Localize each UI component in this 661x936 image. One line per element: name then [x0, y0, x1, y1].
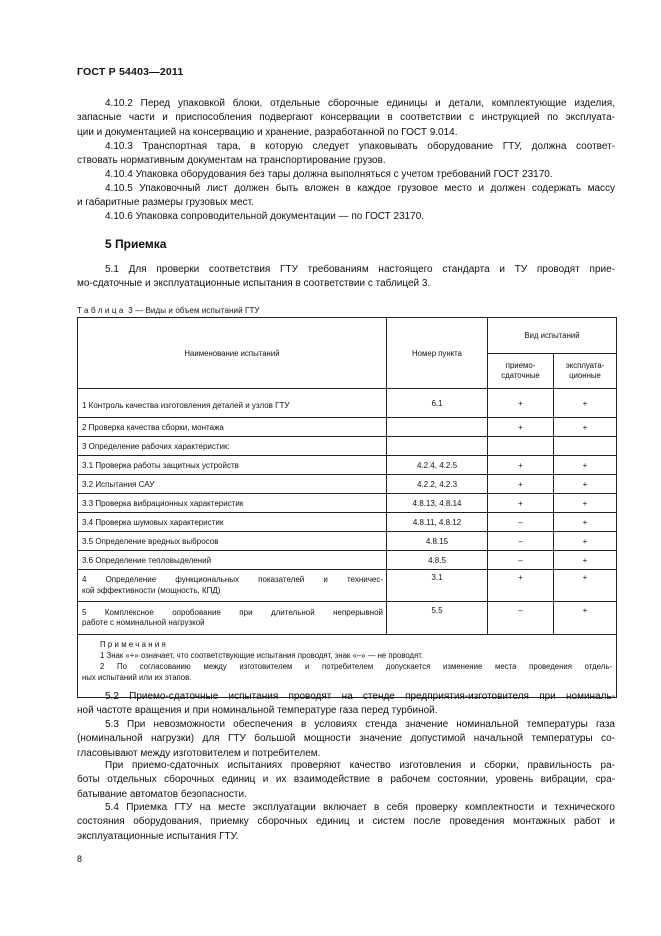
row-operational	[554, 437, 617, 456]
row-acceptance: +	[488, 570, 554, 602]
row-acceptance: –	[488, 551, 554, 570]
table-caption-word: Таблица	[77, 306, 126, 315]
table-row	[78, 513, 617, 532]
paragraph-4-10-2	[77, 97, 615, 140]
table-row	[78, 389, 617, 418]
row-operational: +	[554, 389, 617, 418]
row-name: 3.5 Определение вредных выбросов	[78, 532, 387, 551]
row-acceptance: +	[488, 456, 554, 475]
row-number: 5.5	[387, 602, 488, 635]
row-acceptance: +	[488, 389, 554, 418]
page-number: 8	[77, 854, 83, 864]
table-row	[78, 437, 617, 456]
note-2-line: ных испытаний или их этапов.	[82, 673, 192, 682]
table-row	[78, 418, 617, 437]
text-line: 5.2 Приемо-сдаточные испытания проводят на стенде предприятия-изготовителя при номиналь-	[105, 691, 615, 702]
row-number: 4.8.11, 4.8.12	[387, 513, 488, 532]
row-number: 4.8.5	[387, 551, 488, 570]
table-row	[78, 551, 617, 570]
row-acceptance	[488, 437, 554, 456]
note-1: 1 Знак «+» означает, что соответствующие испытания проводят, знак «–» — не проводят.	[100, 651, 424, 660]
header-test-kind: Вид испытаний	[488, 318, 617, 354]
row-acceptance: –	[488, 513, 554, 532]
table-caption	[77, 306, 260, 315]
row-name: 2 Проверка качества сборки, монтажа	[78, 418, 387, 437]
text-line: и габаритные размеры грузовых мест.	[77, 197, 254, 209]
row-number: 4.8.15	[387, 532, 488, 551]
row-acceptance: +	[488, 494, 554, 513]
row-name	[78, 602, 387, 635]
text-line: батывание автоматов безопасности.	[77, 788, 247, 800]
row-number: 4.2.2, 4.2.3	[387, 475, 488, 494]
paragraph-5-4	[77, 801, 615, 844]
text-line: 4.10.5 Упаковочный лист должен быть вложен в каждое грузовое место и должен содержать массу	[105, 183, 615, 194]
table-row	[78, 602, 617, 635]
text-line: 5.1 Для проверки соответствия ГТУ требованиям настоящего стандарта и ТУ проводят прие-	[105, 264, 615, 275]
text-line: ствовать нормативным документам на транспортирование грузов.	[77, 155, 386, 167]
row-operational: +	[554, 494, 617, 513]
row-operational: +	[554, 602, 617, 635]
tests-table	[77, 317, 617, 698]
text-line: запасные части и приспособления подвергают консервации в соответствии с инструкцией по эксплуата-	[77, 112, 615, 124]
table-notes	[78, 635, 617, 698]
header-test-name: Наименование испытаний	[78, 318, 387, 389]
row-operational: +	[554, 513, 617, 532]
row-name: 3.3 Проверка вибрационных характеристик	[78, 494, 387, 513]
text-line: ной частоте вращения и при номинальной температуре газа перед турбиной.	[77, 705, 438, 717]
row-operational: +	[554, 570, 617, 602]
header-item-number: Номер пункта	[387, 318, 488, 389]
text-line: 4.10.2 Перед упаковкой блоки, отдельные сборочные единицы и детали, комплектующие изделия,	[105, 98, 615, 109]
text-line: 4.10.3 Транспортная тара, в которую следует упаковывать оборудование ГТУ, должна соответ-	[105, 141, 615, 152]
paragraph-4-10-6	[77, 210, 615, 224]
row-name-line: кой эффективности (мощность, КПД)	[82, 585, 221, 595]
text-line: При приемо-сдаточных испытаниях проверяют качество изготовления и сборки, правильность ра-	[105, 760, 615, 771]
row-name: 1 Контроль качества изготовления деталей и узлов ГТУ	[78, 389, 387, 418]
text-line: эксплуатационные испытания ГТУ.	[77, 830, 239, 842]
document-code: ГОСТ Р 54403—2011	[77, 66, 184, 78]
row-acceptance: –	[488, 602, 554, 635]
row-name: 3.2 Испытания САУ	[78, 475, 387, 494]
row-acceptance: –	[488, 532, 554, 551]
table-caption-title: 3 — Виды и объем испытаний ГТУ	[125, 306, 260, 315]
header-operational-l2: ционные	[569, 370, 601, 380]
row-number: 4.8.13, 4.8.14	[387, 494, 488, 513]
row-name	[78, 570, 387, 602]
row-acceptance: +	[488, 418, 554, 437]
paragraph-5-3-continued	[77, 759, 615, 802]
text-line: (номинальной нагрузки) для ГТУ большой мощности значение допустимой начальной температуры со-	[77, 733, 615, 745]
table-row	[78, 570, 617, 602]
table-row	[78, 475, 617, 494]
paragraph-4-10-3	[77, 140, 615, 169]
paragraph-4-10-5	[77, 182, 615, 211]
notes-title: Примечания	[100, 640, 169, 649]
note-2-line: 2 По согласованию между изготовителем и потребителем допускается изменение места проведения отдель-	[100, 662, 612, 671]
header-acceptance-l2: сдаточные	[501, 370, 540, 380]
paragraph-5-1	[77, 263, 615, 292]
row-name: 3 Определение рабочих характеристик:	[78, 437, 387, 456]
table-row	[78, 532, 617, 551]
table-header-row	[78, 318, 617, 354]
row-name: 3.6 Определение тепловыделений	[78, 551, 387, 570]
text-line: 4.10.4 Упаковка оборудования без тары должна выполняться с учетом требований ГОСТ 23170.	[105, 169, 553, 180]
header-acceptance	[488, 353, 554, 389]
row-operational: +	[554, 475, 617, 494]
paragraph-5-3	[77, 718, 615, 761]
header-acceptance-l1: приемо-	[505, 360, 536, 370]
row-name: 3.1 Проверка работы защитных устройств	[78, 456, 387, 475]
row-number	[387, 437, 488, 456]
table-row	[78, 456, 617, 475]
row-name: 3.4 Проверка шумовых характеристик	[78, 513, 387, 532]
table-notes-row	[78, 635, 617, 698]
text-line: ции и документацией на консервацию и хранение, разработанной по ГОСТ 9.014.	[77, 126, 458, 138]
row-name-line: работе с номинальной нагрузкой	[82, 618, 205, 627]
text-line: состояния оборудования, приемку сборочных единиц и систем после проведения монтажных работ и	[77, 816, 615, 828]
text-line: мо-сдаточные и эксплуатационные испытания в соответствии с таблицей 3.	[77, 278, 431, 290]
section-5-heading: 5 Приемка	[105, 237, 167, 251]
row-number: 4.2.4, 4.2.5	[387, 456, 488, 475]
text-line: 4.10.6 Упаковка сопроводительной документации — по ГОСТ 23170.	[105, 211, 425, 222]
text-line: боты отдельных сборочных единиц и их взаимодействие в рабочем состоянии, уровень вибрации, сра-	[77, 774, 615, 786]
row-number	[387, 418, 488, 437]
row-number: 6.1	[387, 389, 488, 418]
text-line: 5.4 Приемка ГТУ на месте эксплуатации включает в себя проверку комплектности и технического	[105, 802, 615, 813]
row-operational: +	[554, 551, 617, 570]
text-line: 5.3 При невозможности обеспечения в условиях стенда значение номинальной температуры газа	[105, 719, 615, 730]
row-operational: +	[554, 456, 617, 475]
paragraph-4-10-4	[77, 168, 615, 182]
header-operational	[554, 353, 617, 389]
row-acceptance: +	[488, 475, 554, 494]
row-operational: +	[554, 532, 617, 551]
row-number: 3.1	[387, 570, 488, 602]
table-row	[78, 494, 617, 513]
paragraph-5-2	[77, 690, 615, 719]
row-name-line: 5 Комплексное опробование при длительной непрерывной	[82, 607, 383, 617]
row-name-line: 4 Определение функциональных показателей и техничес-	[82, 575, 383, 584]
header-operational-l1: эксплуата-	[565, 360, 605, 370]
row-operational: +	[554, 418, 617, 437]
text-line: гласовывают между изготовителем и потребителем.	[77, 747, 321, 759]
